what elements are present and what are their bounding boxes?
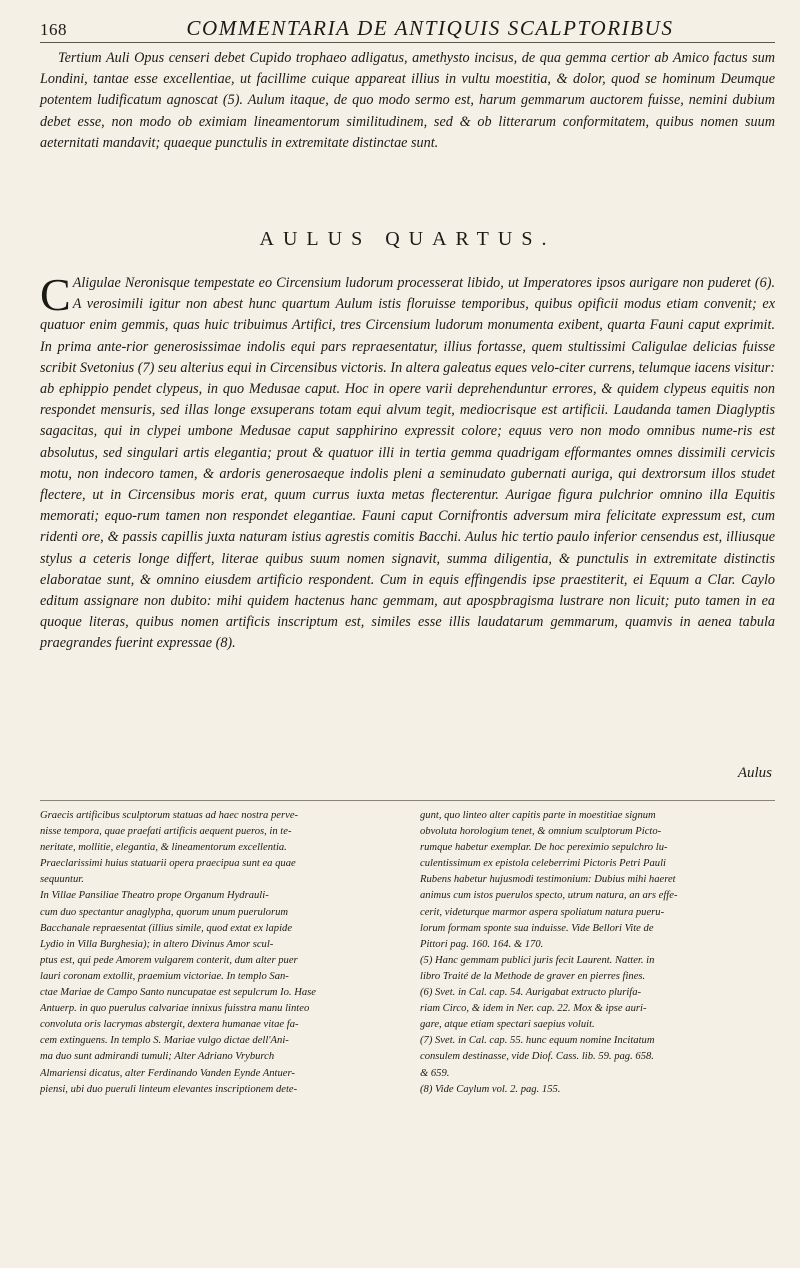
footnote-line: cerit, videturque marmor aspera spoliatum natura pueru- <box>420 906 665 918</box>
footnote-line: gare, atque etiam spectari saepius voluit. <box>420 1019 595 1031</box>
footnote-line: neritate, mollitie, elegantia, & lineamentorum excellentia. <box>40 842 287 854</box>
page-number: 168 <box>40 20 67 39</box>
catchword: Aulus <box>737 765 772 781</box>
first-paragraph: Tertium Auli Opus censeri debet Cupido trophaeo adligatus, amethysto incisus, de qua gemma certior ab Amico factus sum Londini, tantae esse excellentiae, ut facillime cuique appareat illius in vultu moestitia, & dolor, quod se hominum Deumque potentem ludificatum agnoscat (5). Aulum itaque, de quo modo sermo est, harum gemmarum auctorem fuisse, nemini dubium debet esse, non modo ob eximiam lineamentorum similitudinem, sed & ob litterarum conformitatem, quibus nomen suum aeternitati mandavit; quaeque punctulis in extremitate distinctae sunt. <box>40 50 775 151</box>
footnotes <box>40 808 775 1253</box>
footnote-line: ptus est, qui pede Amorem vulgarem conterit, dum alter puer <box>40 954 298 966</box>
footnote-line: lauri coronam extollit, praemium victoriae. In templo San- <box>40 970 289 982</box>
footnote-line: convoluta oris lacrymas abstergit, dextera humanae vitae fa- <box>40 1019 299 1031</box>
footnote-line: ma duo sunt admirandi tumuli; Alter Adriano Vryburch <box>40 1051 275 1063</box>
footnote-line: rumque habetur exemplar. De hoc pereximio sepulchro lu- <box>420 842 668 854</box>
page-header <box>40 14 780 44</box>
footnote-line: (7) Svet. in Cal. cap. 55. hunc equum nomine Incitatum <box>420 1035 655 1047</box>
header-rule <box>40 42 775 43</box>
footnote-line: ctae Mariae de Campo Santo nuncupatae est sepulcrum Io. Hase <box>40 987 316 999</box>
footnote-line: Graecis artificibus sculptorum statuas ad haec nostra perve- <box>40 810 299 821</box>
footnote-rule <box>40 800 775 801</box>
footnote-line: obvoluta horologium tenet, & omnium sculptorum Picto- <box>420 826 662 838</box>
footnote-line: Lydio in Villa Burghesia); in altero Divinus Amor scul- <box>40 938 274 950</box>
second-paragraph-text: Aligulae Neronisque tempestate eo Circensium ludorum processerat libido, ut Imperatores ipsos aurigare non puderet (6). A verosimili igitur non abest hunc quartum Aulum istis floruisse temporibus, quibus opificii modus etiam convenit; ex quatuor enim gemmis, quas huic tribuimus Artifici, tres Circensium ludorum monumenta exibent, quarta Fauni caput exprimit. In prima ante-rior generosissimae indolis equi pars repraesentatur, illius fortasse, quem stultissimi Caligulae delicias fuisse scribit Svetonius (7) seu alterius equi in Circensibus victoris. In altera galeatus eques velo-citer currens, telumque iacens visitur: ab ephippio pendet clypeus, in quo Medusae caput. Hoc in opere varii deprehenduntur errores, & quidem clypeus equitis non respondet mensuris, sed illas longe exsuperans totam equi alvum tegit, mediocrisque est artificii. Laudanda tamen Diaglyptis sagacitas, qui in clypei umbone Medusae caput sapphirino expressit colore; equus vero non modo omnibus nume-ris est absolutus, sed singulari artis elegantia; prout & quatuor illi in tertia gemma quadrigam efformantes omnes dissimili cervicis motu, non indecoro tamen, & ardoris generosaeque indolis pleni a seminudato gubernati auriga, qui dextrorsum illos studet flectere, ut in Circensibus moris erat, quum currus iuxta metas flecterentur. Aurigae figura pulchrior omnino illa Equitis memorati; equo-rum tamen non respondet elegantiae. Fauni caput Cornifrontis adversum mira felicitate expressum est, cum ridenti ore, & passis capillis juxta naturam istius agrestis comitis Bacchi. Aulus hic tertio paulo inferior censendus est, illiusque stylus a ceteris longe differt, literae quibus suum nomen signavit, summa diligentia, & punctulis in extremitate distinctis elaboratae sunt, & omnino eiusdem artificio respondent. Cum in equis effingendis ipse praestiterit, ei Equum a Clar. Caylo editum assignare non dubito: mihi quidem hactenus hanc gemmam, aut apospbragisma lustrare non licuit; puto tamen in ea quoque literas, quibus nomen artificis inscriptum est, similes esse illis laudatarum gemmarum, quamvis in aenea tabula praegrandes fuerint expressae (8). <box>40 275 775 652</box>
footnote-line: Bacchanale repraesentat (illius simile, quod extat ex lapide <box>40 922 293 934</box>
footnote-line: Antuerp. in quo puerulus calvariae innixus fuisstra manu linteo <box>40 1003 310 1015</box>
footnote-line: piensi, ubi duo pueruli linteum elevantes inscriptionem dete- <box>40 1083 298 1095</box>
footnote-line: culentissimum ex epistola celeberrimi Pictoris Petri Pauli <box>420 858 666 870</box>
footnote-line: gunt, quo linteo alter capitis parte in moestitiae signum <box>420 810 656 821</box>
footnote-line: cem extinguens. In templo S. Mariae vulgo dictae dell'Ani- <box>40 1035 289 1047</box>
footnote-line: Pittori pag. 160. 164. & 170. <box>420 938 544 950</box>
footnote-line: lorum formam sponte sua induisse. Vide Bellori Vite de <box>420 922 654 934</box>
footnote-line: Praeclarissimi huius statuarii opera praecipua sunt ea quae <box>40 858 296 870</box>
running-head: COMMENTARIA DE ANTIQUIS SCALPTORIBUS <box>186 16 674 40</box>
footnote-line: (5) Hanc gemmam publici juris fecit Laurent. Natter. in <box>420 954 655 966</box>
footnote-column-left <box>40 808 392 1098</box>
footnote-line: Rubens habetur hujusmodi testimonium: Dubius mihi haeret <box>420 874 676 886</box>
footnote-line: (6) Svet. in Cal. cap. 54. Aurigabat extructo plurifa- <box>420 987 642 999</box>
drop-cap-initial: C <box>40 269 71 320</box>
section-title: AULUS QUARTUS. <box>259 228 556 250</box>
footnote-column-right <box>420 808 772 1098</box>
footnote-line: Almariensi dicatus, alter Ferdinando Vanden Eynde Antuer- <box>40 1067 295 1079</box>
footnote-line: cum duo spectantur anaglypha, quorum unum puerulorum <box>40 906 289 918</box>
second-paragraph <box>40 269 775 655</box>
footnote-line: In Villae Pansiliae Theatro prope Organum Hydrauli- <box>40 890 269 902</box>
footnote-line: libro Traité de la Methode de graver en pierres fines. <box>420 970 646 982</box>
footnote-line: nisse tempora, quae praefati artificis aequent pueros, in te- <box>40 826 292 838</box>
footnote-line: (8) Vide Caylum vol. 2. pag. 155. <box>420 1083 561 1095</box>
footnote-line: animus cum istos puerulos specto, utrum natura, an ars effe- <box>420 890 678 902</box>
footnote-line: consulem destinasse, vide Diof. Cass. lib. 59. pag. 658. <box>420 1051 654 1063</box>
footnote-line: & 659. <box>420 1067 450 1079</box>
footnote-line: riam Circo, & idem in Ner. cap. 22. Mox & ipse auri- <box>420 1003 647 1015</box>
footnote-line: sequuntur. <box>40 874 84 886</box>
